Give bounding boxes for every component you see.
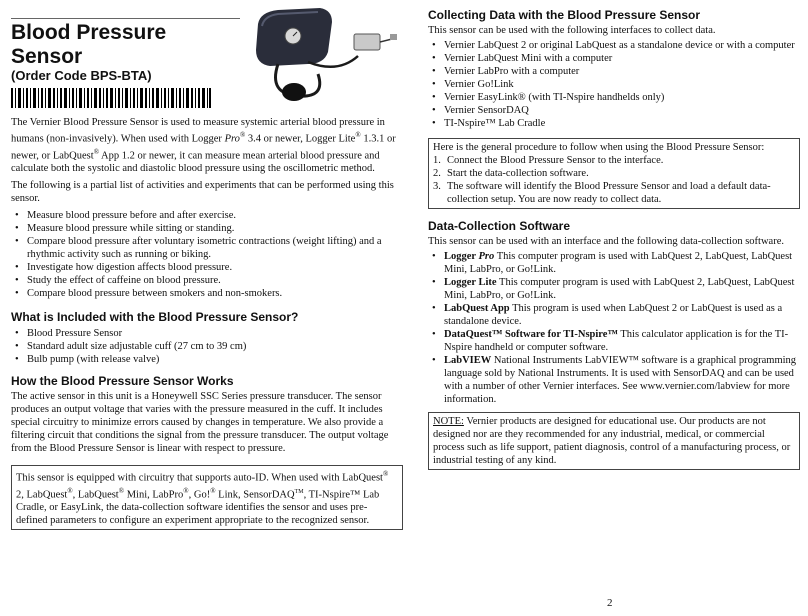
list-item: • Measure blood pressure while sitting or standing. — [11, 222, 403, 235]
list-item: • Blood Pressure Sensor — [11, 327, 403, 340]
order-code: (Order Code BPS-BTA) — [11, 68, 152, 83]
list-item: • Vernier LabPro with a computer — [428, 65, 800, 78]
list-item: • Vernier LabQuest 2 or original LabQuest as a standalone device or with a computer — [428, 39, 800, 52]
list-item: 3. The software will identify the Blood Pressure Sensor and load a default data-collection setup. You are now ready to collect data. — [433, 181, 771, 205]
blood-pressure-cuff-image — [248, 4, 398, 108]
software-intro: This sensor can be used with an interface and the following data-collection software. — [428, 236, 785, 247]
interfaces-list — [428, 39, 800, 130]
barcode-image — [11, 88, 211, 108]
list-item: • Standard adult size adjustable cuff (27 cm to 39 cm) — [11, 340, 403, 353]
works-paragraph: The active sensor in this unit is a Honeywell SSC Series pressure transducer. The sensor produces an output voltage that varies with the pressure measured in the cuff. It includes special circuitry to minimize errors caused by changes in temperature. We also provide a filtering circuit that conditions the signal from the pressure transducer. The output voltage from the Blood Pressure Sensor is linear with respect to pressure. — [11, 391, 389, 454]
list-item: • Vernier EasyLink® (with TI-Nspire handhelds only) — [428, 91, 800, 104]
works-heading: How the Blood Pressure Sensor Works — [11, 374, 234, 388]
list-item: 1. Connect the Blood Pressure Sensor to the interface. — [433, 155, 664, 166]
list-item: • Bulb pump (with release valve) — [11, 353, 403, 366]
auto-id-box: This sensor is equipped with circuitry that supports auto-ID. When used with LabQuest® 2, LabQuest®, LabQuest® Mini, LabPro®, Go!® Link, SensorDAQ™, TI-Nspire™ Lab Cradle, or EasyLink, the data-collection software identifies the sensor and uses pre-defined parameters to configure an experiment appropriate to the recognized sensor. — [11, 465, 403, 530]
list-item: • Measure blood pressure before and after exercise. — [11, 209, 403, 222]
list-item: • Vernier LabQuest Mini with a computer — [428, 52, 800, 65]
list-item: • Logger Pro This computer program is used with LabQuest 2, LabQuest, LabQuest Mini, LabPro, or Go!Link. — [428, 250, 800, 276]
procedure-intro: Here is the general procedure to follow when using the Blood Pressure Sensor: — [433, 142, 765, 153]
list-item: • Vernier Go!Link — [428, 78, 800, 91]
list-item: • LabQuest App This program is used when LabQuest 2 or LabQuest is used as a standalone device. — [428, 302, 800, 328]
list-item: • Vernier SensorDAQ — [428, 104, 800, 117]
included-heading: What is Included with the Blood Pressure Sensor? — [11, 310, 299, 324]
software-heading: Data-Collection Software — [428, 219, 571, 233]
collecting-heading: Collecting Data with the Blood Pressure Sensor — [428, 8, 701, 22]
software-list — [428, 250, 800, 406]
list-item: • Investigate how digestion affects blood pressure. — [11, 261, 403, 274]
list-item: • Compare blood pressure between smokers and non-smokers. — [11, 287, 403, 300]
procedure-box — [428, 138, 800, 209]
included-list — [11, 327, 403, 366]
list-item: • TI-Nspire™ Lab Cradle — [428, 117, 800, 130]
header-rule — [11, 18, 240, 19]
list-item: • Compare blood pressure after voluntary isometric contractions (weight lifting) and a rhythmic activity such as running or biking. — [11, 235, 403, 261]
note-label: NOTE: — [433, 416, 464, 427]
page-number: 2 — [607, 597, 613, 609]
intro-paragraph: The Vernier Blood Pressure Sensor is used to measure systemic arterial blood pressure in humans (non-invasively). When used with Logger Pro® 3.4 or newer, Logger Lite® 1.3.1 or newer, or LabQuest® App 1.2 or newer, it can measure mean arterial blood pressure and calculate both the systolic and diastolic blood pressure using the oscillometric method. — [11, 117, 396, 174]
collecting-intro: This sensor can be used with the following interfaces to collect data. — [428, 25, 716, 36]
list-item: • Study the effect of caffeine on blood pressure. — [11, 274, 403, 287]
page-title: Blood Pressure Sensor — [11, 21, 167, 68]
procedure-steps — [433, 154, 795, 206]
list-item: • LabVIEW National Instruments LabVIEW™ software is a graphical programming language sold by National Instruments. It is used with SensorDAQ and can be used with a number of other Vernier interfaces. See www.vernier.com/labview for more information. — [428, 354, 800, 406]
activities-intro: The following is a partial list of activities and experiments that can be performed using this sensor. — [11, 180, 394, 204]
list-item: • DataQuest™ Software for TI-Nspire™ This calculator application is for the TI-Nspire handheld or computer software. — [428, 328, 800, 354]
note-box: NOTE: Vernier products are designed for educational use. Our products are not designed nor are they recommended for any industrial, medical, or commercial process such as life support, patient diagnosis, control of a manufacturing process, or industrial testing of any kind. — [428, 412, 800, 470]
list-item: • Logger Lite This computer program is used with LabQuest 2, LabQuest, LabQuest Mini, LabPro, or Go!Link. — [428, 276, 800, 302]
activities-list — [11, 209, 403, 300]
list-item: 2. Start the data-collection software. — [433, 168, 589, 179]
